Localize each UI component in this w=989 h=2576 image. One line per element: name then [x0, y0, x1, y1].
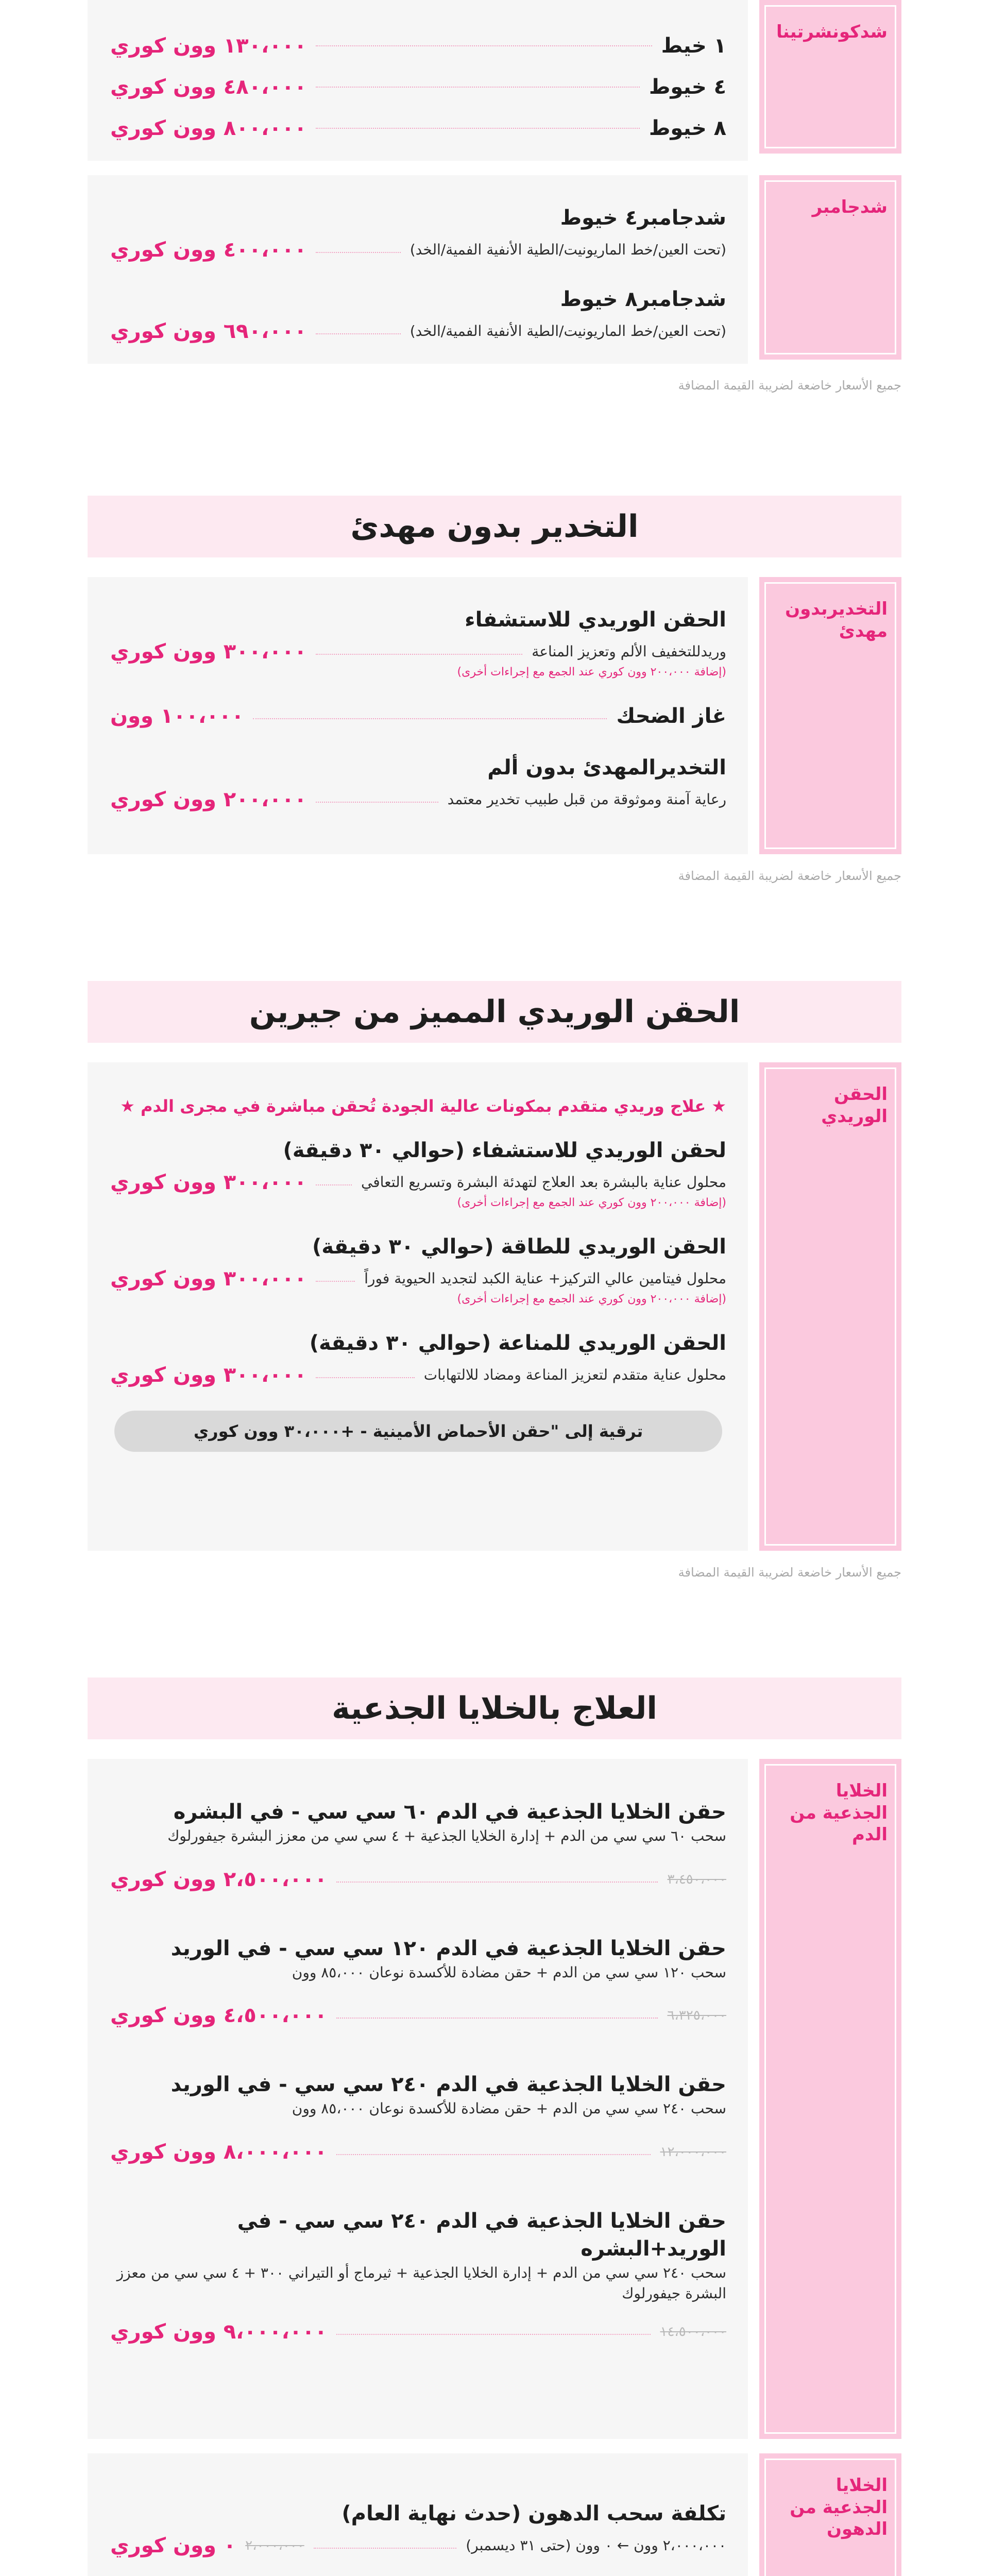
side-label: التخديربدون مهدئ — [785, 599, 888, 641]
dotted-leader — [336, 2154, 651, 2155]
stem-fat-row — [88, 2453, 901, 2576]
stem-fat-card — [88, 2453, 748, 2576]
item-price: ٠ وون كوري — [110, 2534, 236, 2557]
item-price: ٣٠٠،٠٠٠ وون كوري — [110, 1171, 307, 1194]
item-title: حقن الخلايا الجذعية في الدم ١٢٠ سي سي - في الوريد — [170, 1936, 726, 1960]
item-price: ٤٠٠،٠٠٠ وون كوري — [110, 238, 307, 262]
item-price: ٢،٥٠٠،٠٠٠ وون كوري — [110, 1867, 328, 1891]
section-header — [88, 1677, 901, 1739]
menu-item — [110, 754, 726, 811]
item-desc: محلول عناية بالبشرة بعد العلاج لتهدئة البشرة وتسريع التعافي — [361, 1173, 726, 1191]
side-label-box — [759, 1062, 901, 1551]
item-name: ٤ خيوط — [649, 75, 726, 99]
section-title: العلاج بالخلايا الجذعية — [332, 1690, 657, 1726]
dotted-leader — [316, 1184, 352, 1185]
section-title: الحقن الوريدي المميز من جيرين — [249, 994, 740, 1030]
price-line — [110, 34, 726, 58]
item-title: حقن الخلايا الجذعية في الدم ٢٤٠ سي سي - في الوريد — [170, 2073, 726, 2097]
vat-footnote: جميع الأسعار خاضعة لضريبة القيمة المضافة — [678, 869, 901, 883]
dotted-leader — [336, 1882, 658, 1883]
side-label: الخلايا الجذعية من الدهون — [790, 2475, 888, 2539]
item-price: ٣٠٠،٠٠٠ وون كوري — [110, 640, 307, 664]
item-name: ٨ خيوط — [649, 116, 726, 140]
item-desc: سحب ١٢٠ سي سي من الدم + حقن مضادة للأكسدة نوعان ٨٥،٠٠٠ وون — [292, 1963, 726, 1981]
menu-item — [110, 1329, 726, 1387]
item-desc: سحب ٢٤٠ سي سي من الدم + إدارة الخلايا الجذعية + ثيرماج أو التيراني ٣٠٠ + ٤ سي سي من معزز البشرة جيفورلوك — [116, 2264, 726, 2302]
item-price: ٨،٠٠٠،٠٠٠ وون كوري — [110, 2140, 328, 2164]
menu-item — [110, 285, 726, 343]
item-title: الحقن الوريدي للاستشفاء — [465, 608, 726, 632]
item-name: ١ خيط — [661, 34, 726, 58]
side-label-box — [759, 2453, 901, 2576]
price-line — [110, 116, 726, 140]
item-price: ٤،٥٠٠،٠٠٠ وون كوري — [110, 2004, 328, 2028]
item-desc: رعاية آمنة وموثوقة من قبل طبيب تخدير معتمد — [447, 790, 726, 808]
item-price: ٤٨٠،٠٠٠ وون كوري — [110, 75, 307, 99]
item-title: شدجامبر٤ خيوط — [560, 206, 726, 230]
section-title: التخدير بدون مهدئ — [350, 509, 639, 545]
side-label-box — [759, 1759, 901, 2439]
stem-blood-card — [88, 1759, 748, 2439]
old-price: ٢،٠٠٠،٠٠٠ — [245, 2538, 304, 2553]
section-header — [88, 496, 901, 557]
dotted-leader — [316, 87, 639, 88]
item-title: التخديرالمهدئ بدون ألم — [487, 756, 726, 779]
item-title: شدجامبر٨ خيوط — [560, 287, 726, 311]
item-price: ٨٠٠،٠٠٠ وون كوري — [110, 116, 307, 140]
vat-footnote: جميع الأسعار خاضعة لضريبة القيمة المضافة — [678, 1565, 901, 1580]
item-desc: ٢،٠٠٠،٠٠٠ وون ← ٠ وون (حتى ٣١ ديسمبر) — [466, 2536, 726, 2554]
item-price: ٩،٠٠٠،٠٠٠ وون كوري — [110, 2319, 328, 2344]
side-label: الخلايا الجذعية من الدم — [790, 1781, 888, 1845]
item-title: لحقن الوريدي للاستشفاء (حوالي ٣٠ دقيقة) — [283, 1139, 726, 1162]
menu-item — [110, 1233, 726, 1306]
sedation-card — [88, 577, 748, 854]
threads-card — [88, 0, 748, 161]
menu-item — [110, 2207, 726, 2344]
menu-item — [110, 1935, 726, 2028]
old-price: ٣،٤٥٠،٠٠٠ — [667, 1871, 726, 1887]
item-title: حقن الخلايا الجذعية في الدم ٢٤٠ سي سي - في الوريد+البشره — [237, 2209, 726, 2261]
upgrade-pill: ترقية إلى "حقن الأحماض الأمينية - +٣٠،٠٠٠ وون كوري — [114, 1411, 722, 1452]
item-desc: (تحت العين/خط الماريونيت/الطية الأنفية الفمية/الخد) — [410, 322, 726, 340]
item-price: ٢٠٠،٠٠٠ وون كوري — [110, 788, 307, 811]
item-desc: وريدللتخفيف الألم وتعزيز المناعة — [532, 642, 726, 660]
dotted-leader — [316, 654, 522, 655]
side-label-box — [759, 175, 901, 360]
section-header — [88, 981, 901, 1043]
item-title: تكلفة سحب الدهون (حدث نهاية العام) — [342, 2502, 726, 2526]
item-price: ١٠٠،٠٠٠ وون — [110, 704, 244, 728]
jamber-card — [88, 175, 748, 364]
vat-footnote: جميع الأسعار خاضعة لضريبة القيمة المضافة — [678, 378, 901, 393]
combo-note: (إضافة ٢٠٠،٠٠٠ وون كوري عند الجمع مع إجراءات أخرى) — [457, 666, 726, 679]
menu-item — [110, 2071, 726, 2164]
old-price: ١٤،٥٠٠،٠٠٠ — [660, 2324, 726, 2340]
menu-item — [110, 1798, 726, 1891]
dotted-leader — [316, 128, 639, 129]
item-title: الحقن الوريدي للطاقة (حوالي ٣٠ دقيقة) — [312, 1235, 726, 1259]
side-label-box — [759, 0, 901, 154]
content-wrapper — [88, 0, 901, 2576]
dotted-leader — [336, 2018, 658, 2019]
dotted-leader — [316, 802, 438, 803]
item-desc: سحب ٢٤٠ سي سي من الدم + حقن مضادة للأكسدة نوعان ٨٥،٠٠٠ وون — [292, 2100, 726, 2117]
side-label-box — [759, 577, 901, 854]
dotted-leader — [253, 718, 607, 719]
menu-item — [110, 204, 726, 262]
dotted-leader — [316, 1281, 355, 1282]
item-title: حقن الخلايا الجذعية في الدم ٦٠ سي سي - في البشره — [173, 1800, 726, 1824]
iv-row — [88, 1062, 901, 1551]
old-price: ٦،٣٢٥،٠٠٠ — [667, 2008, 726, 2024]
dotted-leader — [316, 45, 652, 46]
side-label: شدكونشرتينا — [776, 22, 888, 42]
price-line — [110, 75, 726, 99]
menu-item — [110, 702, 726, 730]
item-price: ٣٠٠،٠٠٠ وون كوري — [110, 1363, 307, 1387]
combo-note: (إضافة ٢٠٠،٠٠٠ وون كوري عند الجمع مع إجراءات أخرى) — [457, 1293, 726, 1306]
item-desc: محلول عناية متقدم لتعزيز المناعة ومضاد للالتهابات — [423, 1366, 726, 1383]
dotted-leader — [316, 333, 400, 334]
item-title: غاز الضحك — [616, 704, 726, 728]
item-desc: (تحت العين/خط الماريونيت/الطية الأنفية الفمية/الخد) — [410, 241, 726, 258]
menu-item — [110, 1137, 726, 1209]
dotted-leader — [316, 252, 400, 253]
sedation-row — [88, 577, 901, 854]
side-label: الحقن الوريدي — [821, 1084, 888, 1127]
item-price: ١٣٠،٠٠٠ وون كوري — [110, 34, 307, 58]
side-label: شدجامبر — [812, 197, 888, 217]
dotted-leader — [336, 2334, 651, 2335]
old-price: ١٢،٠٠٠،٠٠٠ — [660, 2144, 726, 2160]
iv-card — [88, 1062, 748, 1551]
item-desc: محلول فيتامين عالي التركيز+ عناية الكبد لتجديد الحيوية فوراً — [364, 1269, 726, 1287]
menu-item — [110, 606, 726, 679]
menu-item — [110, 2500, 726, 2557]
threads-row — [88, 0, 901, 161]
jamber-row — [88, 175, 901, 364]
combo-note: (إضافة ٢٠٠،٠٠٠ وون كوري عند الجمع مع إجراءات أخرى) — [457, 1196, 726, 1209]
iv-intro: ★ علاج وريدي متقدم بمكونات عالية الجودة تُحقن مباشرة في مجرى الدم ★ — [120, 1096, 726, 1116]
stem-blood-row — [88, 1759, 901, 2439]
item-price: ٣٠٠،٠٠٠ وون كوري — [110, 1267, 307, 1291]
item-title: الحقن الوريدي للمناعة (حوالي ٣٠ دقيقة) — [309, 1331, 726, 1355]
dotted-leader — [316, 1377, 414, 1378]
item-price: ٦٩٠،٠٠٠ وون كوري — [110, 319, 307, 343]
item-desc: سحب ٦٠ سي سي من الدم + إدارة الخلايا الجذعية + ٤ سي سي من معزز البشرة جيفورلوك — [167, 1827, 726, 1844]
dotted-leader — [314, 2548, 457, 2549]
